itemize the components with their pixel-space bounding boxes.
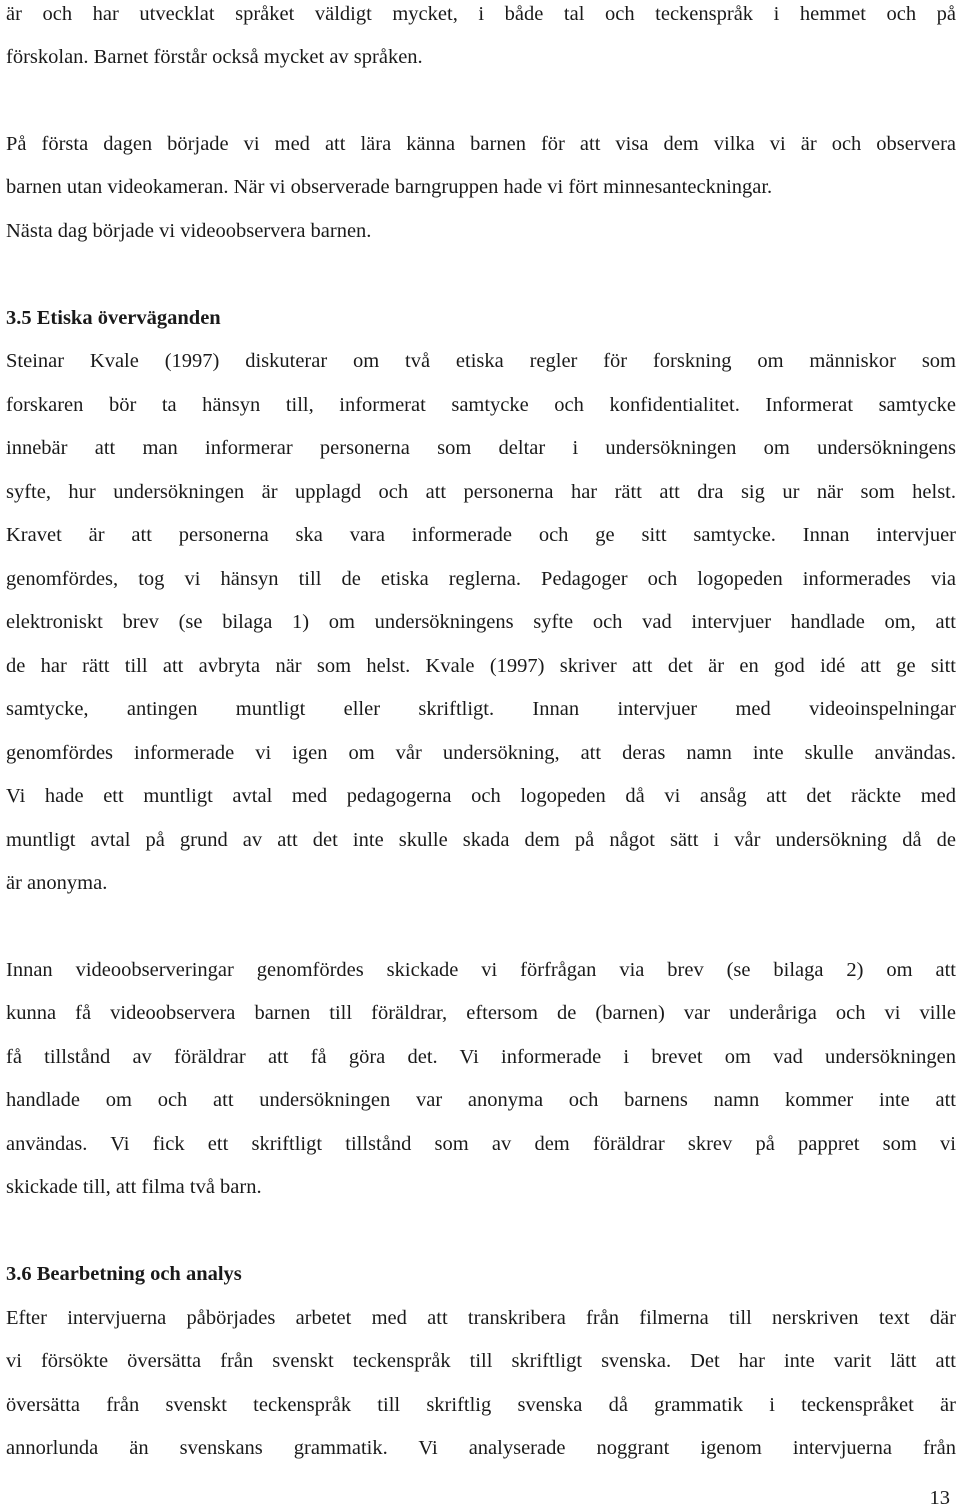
text-line: användas. Vi fick ett skriftligt tillstånd som av dem föräldrar skrev på pappret som vi bbox=[6, 1133, 956, 1155]
section-heading: 3.6 Bearbetning och analys bbox=[6, 1263, 242, 1285]
text-line: genomfördes informerade vi igen om vår undersökning, att deras namn inte skulle användas. bbox=[6, 742, 956, 764]
text-line: barnen utan videokameran. När vi observerade barngruppen hade vi fört minnesanteckningar. bbox=[6, 176, 773, 198]
text-line: skickade till, att filma två barn. bbox=[6, 1176, 262, 1198]
text-line: syfte, hur undersökningen är upplagd och att personerna har rätt att dra sig ur när som helst. bbox=[6, 481, 956, 503]
text-line: Steinar Kvale (1997) diskuterar om två etiska regler för forskning om människor som bbox=[6, 350, 956, 372]
text-line: elektroniskt brev (se bilaga 1) om undersökningens syfte och vad intervjuer handlade om, att bbox=[6, 611, 956, 633]
text-line: är och har utvecklat språket väldigt mycket, i både tal och teckenspråk i hemmet och på bbox=[6, 3, 956, 25]
text-line: vi försökte översätta från svenskt teckenspråk till skriftligt svenska. Det har inte varit lätt att bbox=[6, 1350, 956, 1372]
page-number: 13 bbox=[929, 1487, 950, 1509]
text-line: förskolan. Barnet förstår också mycket av språken. bbox=[6, 46, 423, 68]
text-line: Vi hade ett muntligt avtal med pedagogerna och logopeden då vi ansåg att det räckte med bbox=[6, 785, 956, 807]
text-line: Nästa dag började vi videoobservera barnen. bbox=[6, 220, 372, 242]
text-line: handlade om och att undersökningen var anonyma och barnens namn kommer inte att bbox=[6, 1089, 956, 1111]
text-line: annorlunda än svenskans grammatik. Vi analyserade noggrant igenom intervjuerna från bbox=[6, 1437, 956, 1459]
text-line: översätta från svenskt teckenspråk till skriftlig svenska då grammatik i teckenspråket är bbox=[6, 1394, 956, 1416]
section-heading: 3.5 Etiska överväganden bbox=[6, 307, 221, 329]
text-line: Innan videoobserveringar genomfördes skickade vi förfrågan via brev (se bilaga 2) om att bbox=[6, 959, 956, 981]
text-line: samtycke, antingen muntligt eller skriftligt. Innan intervjuer med videoinspelningar bbox=[6, 698, 956, 720]
text-line: kunna få videoobservera barnen till föräldrar, eftersom de (barnen) var underåriga och vi ville bbox=[6, 1002, 956, 1024]
text-line: är anonyma. bbox=[6, 872, 108, 894]
text-line: forskaren bör ta hänsyn till, informerat samtycke och konfidentialitet. Informerat samtycke bbox=[6, 394, 956, 416]
text-line: genomfördes, tog vi hänsyn till de etiska reglerna. Pedagoger och logopeden informerades via bbox=[6, 568, 956, 590]
text-line: muntligt avtal på grund av att det inte skulle skada dem på något sätt i vår undersökning då de bbox=[6, 829, 956, 851]
text-line: de har rätt till att avbryta när som helst. Kvale (1997) skriver att det är en god idé att ge sitt bbox=[6, 655, 956, 677]
text-line: Efter intervjuerna påbörjades arbetet med att transkribera från filmerna till nerskriven text där bbox=[6, 1307, 956, 1329]
text-line: På första dagen började vi med att lära känna barnen för att visa dem vilka vi är och observera bbox=[6, 133, 956, 155]
text-line: innebär att man informerar personerna som deltar i undersökningen om undersökningens bbox=[6, 437, 956, 459]
text-line: få tillstånd av föräldrar att få göra det. Vi informerade i brevet om vad undersökningen bbox=[6, 1046, 956, 1068]
text-line: Kravet är att personerna ska vara informerade och ge sitt samtycke. Innan intervjuer bbox=[6, 524, 956, 546]
